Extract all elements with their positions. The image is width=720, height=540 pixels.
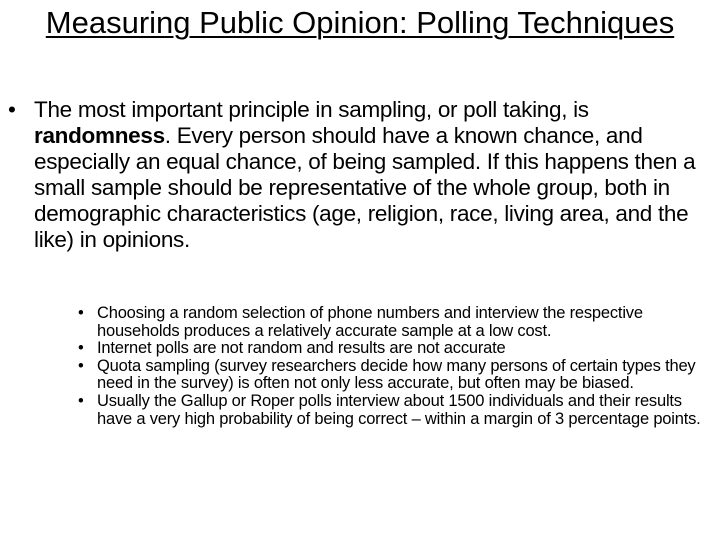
bullet-marker: • — [78, 304, 84, 322]
sub-bullet-text: Quota sampling (survey researchers decide how many persons of certain types they need in the survey) is often not only less accurate, but often may be biased. — [97, 356, 696, 393]
sub-bullet-item — [78, 305, 714, 340]
sub-bullet-item — [78, 393, 714, 428]
sub-bullet-text: Usually the Gallup or Roper polls interview about 1500 individuals and their results have a very high probability of being correct – within a margin of 3 percentage points. — [97, 391, 701, 428]
bullet-marker: • — [78, 339, 84, 358]
sub-bullet-item — [78, 358, 714, 393]
bullet-marker: • — [8, 97, 16, 122]
slide-title: Measuring Public Opinion: Polling Techniques — [45, 5, 675, 40]
sub-bullet-text: Choosing a random selection of phone numbers and interview the respective households produces a relatively accurate sample at a low cost. — [97, 304, 643, 340]
main-text-before: The most important principle in sampling, or poll taking, is — [34, 97, 589, 122]
main-bullet-text — [34, 97, 714, 253]
sub-bullet-text: Internet polls are not random and results are not accurate — [97, 339, 506, 358]
bullet-marker: • — [78, 391, 84, 410]
sub-bullet-list — [78, 305, 714, 428]
main-text-after: . Every person should have a known chance, and especially an equal chance, of being sampled. If this happens then a small sample should be representative of the whole group, both in demographic characteristics (age, religion, race, living area, and the like) in opinions. — [34, 123, 696, 252]
bullet-marker: • — [78, 356, 84, 375]
sub-bullet-item — [78, 340, 714, 358]
main-text-bold-term: randomness — [34, 123, 165, 148]
main-bullet-point — [8, 97, 714, 253]
